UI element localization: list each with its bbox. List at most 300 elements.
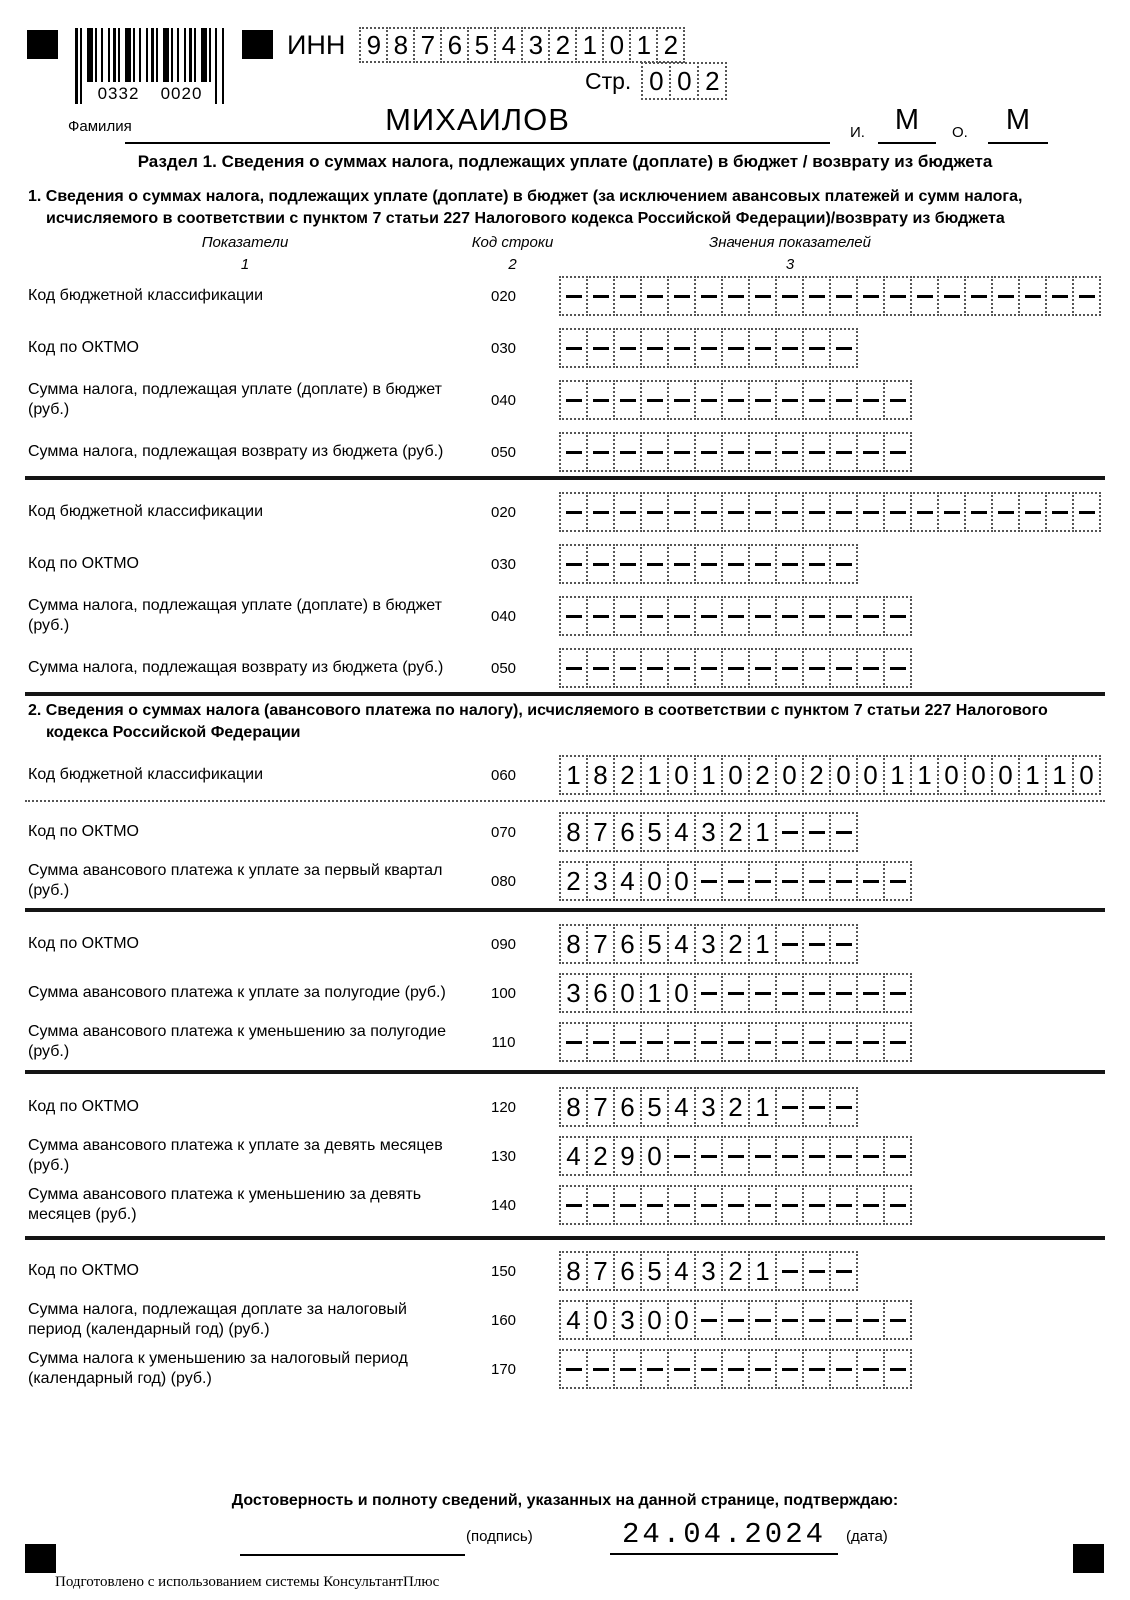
cell-empty	[883, 276, 912, 316]
cell-empty	[1072, 492, 1101, 532]
cell-empty	[667, 544, 696, 584]
patronymic-initial-label: О.	[952, 124, 968, 141]
cell-empty	[721, 648, 750, 688]
cell-empty	[802, 1300, 831, 1340]
dash-mark	[836, 563, 852, 566]
value-field-050[interactable]	[559, 432, 912, 472]
cell-empty	[775, 544, 804, 584]
date-field[interactable]	[610, 1518, 838, 1555]
cell-empty	[856, 1022, 885, 1062]
form-row-150	[28, 1251, 1105, 1291]
cell-digit: 2	[802, 755, 831, 795]
cell-digit: 1	[748, 812, 777, 852]
cell-digit: 1	[748, 1251, 777, 1291]
dash-mark	[836, 399, 852, 402]
cell-empty	[694, 1349, 723, 1389]
inn-row	[287, 27, 685, 63]
dash-mark	[782, 943, 798, 946]
row-label: Сумма авансового платежа к уплате за первый квартал (руб.)	[28, 862, 443, 899]
dash-mark	[809, 511, 825, 514]
cell-empty	[721, 973, 750, 1013]
cell-digit: 1	[575, 27, 604, 63]
dash-mark	[890, 1204, 906, 1207]
cell-digit: 4	[559, 1300, 588, 1340]
surname-value: МИХАИЛОВ	[385, 102, 570, 137]
dash-mark	[890, 511, 906, 514]
cell-empty	[586, 596, 615, 636]
dash-mark	[620, 1041, 636, 1044]
cell-empty	[775, 973, 804, 1013]
dash-mark	[728, 347, 744, 350]
cell-empty	[883, 596, 912, 636]
cell-empty	[802, 328, 831, 368]
dash-mark	[890, 992, 906, 995]
name-initial-value: М	[894, 104, 920, 136]
cell-digit: 6	[613, 1251, 642, 1291]
signature-field[interactable]	[240, 1554, 465, 1556]
cell-empty	[640, 544, 669, 584]
dash-mark	[809, 880, 825, 883]
row-label: Код бюджетной классификации	[28, 503, 264, 520]
dash-mark	[755, 1204, 771, 1207]
cell-empty	[721, 861, 750, 901]
dash-mark	[701, 1041, 717, 1044]
cell-empty	[829, 1087, 858, 1127]
cell-empty	[748, 1022, 777, 1062]
value-field-040[interactable]	[559, 380, 912, 420]
dash-mark	[593, 451, 609, 454]
row-label: Код бюджетной классификации	[28, 287, 264, 304]
value-field-020[interactable]	[559, 492, 1101, 532]
dash-mark	[647, 347, 663, 350]
dash-mark	[566, 295, 582, 298]
value-field-040[interactable]	[559, 596, 912, 636]
cell-empty	[856, 648, 885, 688]
cell-digit: 8	[559, 1251, 588, 1291]
form-row-030	[28, 328, 1105, 368]
cell-empty	[883, 648, 912, 688]
dash-mark	[728, 399, 744, 402]
dash-mark	[836, 1368, 852, 1371]
cell-empty	[748, 973, 777, 1013]
dash-mark	[836, 1155, 852, 1158]
dash-mark	[701, 347, 717, 350]
cell-empty	[748, 596, 777, 636]
dash-mark	[566, 511, 582, 514]
value-field-140[interactable]	[559, 1185, 912, 1225]
cell-empty	[829, 380, 858, 420]
barcode-number	[87, 82, 213, 104]
cell-digit: 1	[694, 755, 723, 795]
cell-empty	[586, 1185, 615, 1225]
dash-mark	[728, 511, 744, 514]
dash-mark	[782, 992, 798, 995]
dash-mark	[593, 347, 609, 350]
cell-empty	[748, 544, 777, 584]
dash-mark	[593, 667, 609, 670]
cell-digit: 0	[602, 27, 631, 63]
cell-empty	[775, 861, 804, 901]
cell-empty	[559, 1349, 588, 1389]
cell-empty	[586, 492, 615, 532]
cell-empty	[640, 432, 669, 472]
form-row-110	[28, 1022, 1105, 1062]
dash-mark	[782, 1106, 798, 1109]
cell-empty	[829, 973, 858, 1013]
dash-mark	[755, 615, 771, 618]
cell-digit: 2	[721, 812, 750, 852]
cell-empty	[829, 544, 858, 584]
cell-empty	[721, 544, 750, 584]
registration-mark-bottom-right	[1073, 1544, 1104, 1573]
value-field-150[interactable]	[559, 1251, 858, 1291]
dash-mark	[809, 615, 825, 618]
cell-empty	[775, 1022, 804, 1062]
cell-empty	[613, 276, 642, 316]
cell-empty	[829, 1185, 858, 1225]
cell-empty	[775, 924, 804, 964]
name-initial-field[interactable]	[878, 104, 936, 144]
cell-empty	[721, 380, 750, 420]
dash-mark	[836, 451, 852, 454]
dash-mark	[836, 880, 852, 883]
cell-empty	[748, 328, 777, 368]
dash-mark	[647, 399, 663, 402]
row-label: Код по ОКТМО	[28, 555, 139, 572]
cell-empty	[856, 492, 885, 532]
cell-empty	[802, 861, 831, 901]
dash-mark	[620, 399, 636, 402]
value-field-060[interactable]	[559, 755, 1101, 795]
row-code: 120	[490, 1098, 517, 1116]
cell-empty	[586, 432, 615, 472]
dash-mark	[755, 992, 771, 995]
dash-mark	[620, 347, 636, 350]
dash-mark	[1025, 295, 1041, 298]
dash-mark	[566, 615, 582, 618]
dash-mark	[647, 563, 663, 566]
form-row-050	[28, 432, 1105, 472]
cell-empty	[721, 1136, 750, 1176]
dash-mark	[701, 511, 717, 514]
cell-empty	[829, 924, 858, 964]
dash-mark	[863, 667, 879, 670]
cell-digit: 0	[667, 973, 696, 1013]
cell-empty	[1018, 492, 1047, 532]
dash-mark	[890, 1155, 906, 1158]
form-row-040	[28, 380, 1105, 420]
cell-empty	[694, 492, 723, 532]
cell-empty	[748, 380, 777, 420]
cell-empty	[775, 648, 804, 688]
cell-empty	[748, 648, 777, 688]
dash-mark	[809, 1155, 825, 1158]
cell-empty	[559, 276, 588, 316]
cell-digit: 4	[559, 1136, 588, 1176]
cell-empty	[586, 1022, 615, 1062]
block-separator	[25, 1070, 1105, 1074]
cell-empty	[829, 276, 858, 316]
section2-block-year	[28, 1251, 1105, 1398]
dash-mark	[566, 451, 582, 454]
cell-empty	[775, 492, 804, 532]
cell-empty	[640, 1349, 669, 1389]
dash-mark	[809, 1368, 825, 1371]
dash-mark	[890, 1368, 906, 1371]
dash-mark	[647, 511, 663, 514]
dash-mark	[674, 1368, 690, 1371]
form-row-160	[28, 1300, 1105, 1340]
cell-empty	[721, 596, 750, 636]
cell-digit: 6	[613, 924, 642, 964]
dash-mark	[782, 451, 798, 454]
cell-empty	[694, 432, 723, 472]
dash-mark	[971, 295, 987, 298]
cell-empty	[640, 492, 669, 532]
cell-empty	[883, 432, 912, 472]
cell-digit: 0	[775, 755, 804, 795]
dash-mark	[620, 615, 636, 618]
row-label: Сумма авансового платежа к уменьшению за полугодие (руб.)	[28, 1023, 446, 1060]
dash-mark	[863, 1319, 879, 1322]
dash-mark	[593, 1041, 609, 1044]
dash-mark	[809, 563, 825, 566]
cell-empty	[667, 380, 696, 420]
form-row-100	[28, 973, 1105, 1013]
cell-digit: 0	[667, 861, 696, 901]
dash-mark	[755, 399, 771, 402]
dash-mark	[701, 295, 717, 298]
cell-empty	[694, 276, 723, 316]
cell-empty	[802, 1087, 831, 1127]
dash-mark	[755, 511, 771, 514]
row-code: 100	[490, 984, 517, 1002]
cell-empty	[586, 648, 615, 688]
row-label: Код по ОКТМО	[28, 1098, 139, 1115]
cell-empty	[802, 924, 831, 964]
cell-empty	[667, 1349, 696, 1389]
dash-mark	[863, 615, 879, 618]
name-initial-label: И.	[850, 124, 865, 141]
cell-digit: 2	[613, 755, 642, 795]
dash-mark	[836, 615, 852, 618]
confirmation-statement: Достоверность и полноту сведений, указанных на данной странице, подтверждаю:	[231, 1492, 899, 1509]
row-code: 090	[490, 935, 517, 953]
row-code: 030	[490, 339, 517, 357]
value-field-090[interactable]	[559, 924, 858, 964]
dash-mark	[836, 1041, 852, 1044]
cell-empty	[1045, 492, 1074, 532]
cell-empty	[883, 861, 912, 901]
cell-empty	[694, 1300, 723, 1340]
cell-empty	[640, 648, 669, 688]
cell-empty	[829, 1251, 858, 1291]
dash-mark	[890, 667, 906, 670]
cell-digit: 5	[467, 27, 496, 63]
cell-empty	[748, 1185, 777, 1225]
row-code: 140	[490, 1196, 517, 1214]
form-row-050	[28, 648, 1105, 688]
row-code: 060	[490, 766, 517, 784]
value-field-170[interactable]	[559, 1349, 912, 1389]
surname-field[interactable]	[125, 102, 830, 144]
cell-digit: 3	[586, 861, 615, 901]
dotted-separator	[25, 800, 1105, 802]
cell-empty	[883, 492, 912, 532]
section2-block-kbk	[28, 755, 1105, 804]
form-row-140	[28, 1185, 1105, 1225]
dash-mark	[755, 667, 771, 670]
value-field-110[interactable]	[559, 1022, 912, 1062]
cell-empty	[856, 380, 885, 420]
cell-empty	[802, 1022, 831, 1062]
dash-mark	[809, 831, 825, 834]
dash-mark	[1052, 511, 1068, 514]
cell-digit: 0	[829, 755, 858, 795]
cell-digit: 0	[991, 755, 1020, 795]
cell-digit: 1	[1018, 755, 1047, 795]
cell-empty	[775, 1300, 804, 1340]
dash-mark	[728, 880, 744, 883]
value-field-080[interactable]	[559, 861, 912, 901]
dash-mark	[782, 399, 798, 402]
cell-empty	[721, 1022, 750, 1062]
cell-empty	[829, 648, 858, 688]
dash-mark	[674, 1155, 690, 1158]
value-field-130[interactable]	[559, 1136, 912, 1176]
cell-digit: 3	[694, 1251, 723, 1291]
cell-digit: 1	[640, 973, 669, 1013]
dash-mark	[782, 1204, 798, 1207]
dash-mark	[809, 347, 825, 350]
value-field-160[interactable]	[559, 1300, 912, 1340]
cell-empty	[991, 276, 1020, 316]
cell-empty	[559, 328, 588, 368]
dash-mark	[836, 1270, 852, 1273]
dash-mark	[1052, 295, 1068, 298]
cell-empty	[1018, 276, 1047, 316]
section1-block-2	[28, 492, 1105, 700]
dash-mark	[728, 615, 744, 618]
dash-mark	[674, 615, 690, 618]
patronymic-initial-field[interactable]	[988, 104, 1048, 144]
dash-mark	[593, 399, 609, 402]
page-number-field[interactable]	[641, 62, 727, 100]
cell-empty	[748, 432, 777, 472]
cell-digit: 3	[613, 1300, 642, 1340]
value-field-100[interactable]	[559, 973, 912, 1013]
row-code: 020	[490, 287, 517, 305]
cell-digit: 0	[937, 755, 966, 795]
cell-digit: 4	[667, 1087, 696, 1127]
row-code: 030	[490, 555, 517, 573]
dash-mark	[701, 1204, 717, 1207]
value-field-030[interactable]	[559, 544, 858, 584]
form-row-020	[28, 276, 1105, 316]
dash-mark	[782, 1270, 798, 1273]
dash-mark	[998, 511, 1014, 514]
dash-mark	[701, 667, 717, 670]
subsection2-heading: 2. Сведения о суммах налога (авансового платежа по налогу), исчисляемого в соответствии с пунктом 7 статьи 227 Налогового кодекса Российской Федерации	[28, 702, 1048, 741]
form-row-080	[28, 861, 1105, 901]
dash-mark	[755, 295, 771, 298]
row-code: 020	[490, 503, 517, 521]
dash-mark	[701, 563, 717, 566]
cell-empty	[748, 1349, 777, 1389]
dash-mark	[566, 399, 582, 402]
form-row-120	[28, 1087, 1105, 1127]
form-row-030	[28, 544, 1105, 584]
dash-mark	[647, 667, 663, 670]
dash-mark	[809, 1106, 825, 1109]
cell-digit: 3	[694, 924, 723, 964]
dash-mark	[809, 399, 825, 402]
inn-field[interactable]	[359, 27, 685, 63]
dash-mark	[890, 399, 906, 402]
dash-mark	[782, 1319, 798, 1322]
row-label: Код бюджетной классификации	[28, 766, 264, 783]
form-row-070	[28, 812, 1105, 852]
cell-empty	[856, 973, 885, 1013]
cell-empty	[694, 973, 723, 1013]
cell-empty	[829, 812, 858, 852]
cell-empty	[721, 276, 750, 316]
dash-mark	[836, 831, 852, 834]
block-separator	[25, 476, 1105, 480]
row-label: Сумма авансового платежа к уменьшению за девять месяцев (руб.)	[28, 1186, 422, 1223]
dash-mark	[674, 295, 690, 298]
cell-empty	[1045, 276, 1074, 316]
value-field-020[interactable]	[559, 276, 1101, 316]
dash-mark	[728, 1368, 744, 1371]
dash-mark	[863, 1155, 879, 1158]
dash-mark	[701, 1319, 717, 1322]
cell-digit: 0	[640, 1300, 669, 1340]
cell-empty	[694, 1022, 723, 1062]
cell-empty	[829, 596, 858, 636]
dash-mark	[917, 295, 933, 298]
value-field-030[interactable]	[559, 328, 858, 368]
cell-digit: 4	[613, 861, 642, 901]
column-number-3: 3	[785, 256, 795, 273]
cell-empty	[883, 973, 912, 1013]
dash-mark	[620, 1204, 636, 1207]
dash-mark	[701, 992, 717, 995]
row-code: 040	[490, 607, 517, 625]
dash-mark	[728, 1319, 744, 1322]
cell-empty	[613, 380, 642, 420]
value-field-050[interactable]	[559, 648, 912, 688]
dash-mark	[782, 563, 798, 566]
cell-empty	[883, 1022, 912, 1062]
row-code: 130	[490, 1147, 517, 1165]
cell-empty	[721, 1185, 750, 1225]
dash-mark	[836, 295, 852, 298]
cell-digit: 2	[656, 27, 685, 63]
value-field-120[interactable]	[559, 1087, 858, 1127]
cell-empty	[775, 812, 804, 852]
dash-mark	[755, 563, 771, 566]
cell-digit: 6	[613, 1087, 642, 1127]
row-label: Сумма налога к уменьшению за налоговый период (календарный год) (руб.)	[28, 1350, 408, 1387]
value-field-070[interactable]	[559, 812, 858, 852]
cell-empty	[775, 596, 804, 636]
cell-empty	[856, 432, 885, 472]
dash-mark	[728, 1041, 744, 1044]
dash-mark	[593, 1204, 609, 1207]
cell-empty	[667, 1022, 696, 1062]
dash-mark	[863, 451, 879, 454]
